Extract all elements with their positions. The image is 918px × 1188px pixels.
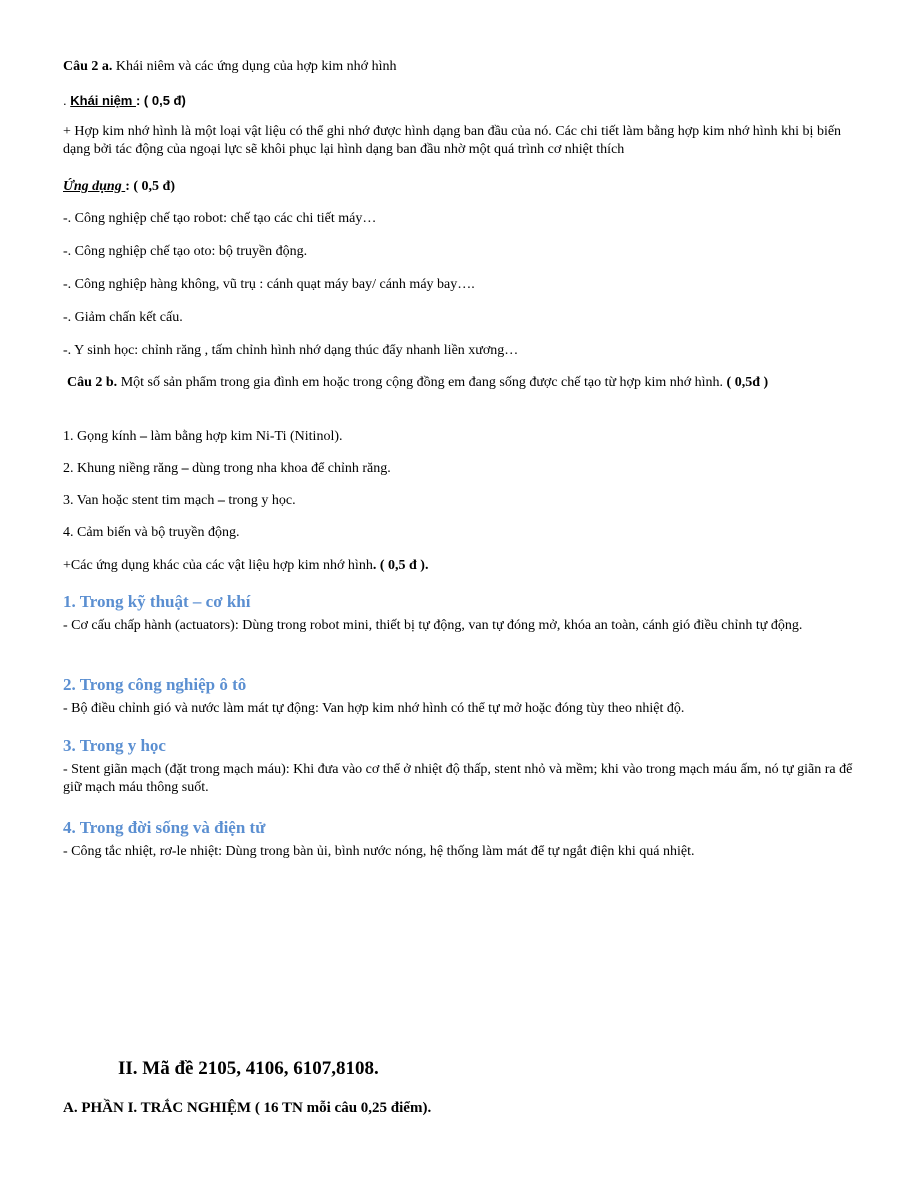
other-apps-score: . ( 0,5 đ ).	[372, 558, 429, 573]
q2b-item-desc: trong y học.	[224, 493, 296, 508]
q2b-text: Một số sản phẩm trong gia đình em hoặc trong cộng đồng em đang sống được chế tạo từ hợp kim nhớ hình.	[117, 375, 727, 390]
section-text: - Cơ cấu chấp hành (actuators): Dùng trong robot mini, thiết bị tự động, van tự đóng mở, khóa an toàn, cánh gió điều chỉnh tự động.	[63, 618, 803, 633]
q2b-item-name: 1. Gọng kính	[63, 429, 140, 444]
ung-dung-item: -. Y sinh học: chỉnh răng , tấm chỉnh hình nhớ dạng thúc đẩy nhanh liền xương…	[63, 343, 519, 358]
q2b-label: Câu 2 b.	[67, 375, 118, 390]
ung-dung-item: -. Giảm chấn kết cấu.	[63, 310, 183, 325]
section-heading: 3. Trong y học	[63, 736, 166, 755]
q2b-item-name: 3. Van hoặc stent tim mạch	[63, 493, 218, 508]
ung-dung-label: Ứng dụng	[63, 179, 126, 194]
q2b-item-dash: –	[140, 429, 147, 444]
khai-niem-heading	[63, 92, 186, 109]
part2-subtitle: A. PHẦN I. TRẮC NGHIỆM ( 16 TN mỗi câu 0,25 điểm).	[63, 1100, 432, 1116]
q2b-item	[63, 428, 343, 445]
q2a-text: Khái niêm và các ứng dụng của hợp kim nhớ hình	[112, 59, 397, 74]
q2b-item-name: 4. Cảm biến và bộ truyền động.	[63, 525, 240, 540]
ung-dung-item: -. Công nghiệp chế tạo robot: chế tạo các chi tiết máy…	[63, 211, 377, 226]
q2b-item-desc: làm bằng hợp kim Ni-Ti (Nitinol).	[147, 429, 343, 444]
q2b-item	[63, 492, 296, 509]
ung-dung-heading	[63, 178, 175, 195]
section-text: - Công tắc nhiệt, rơ-le nhiệt: Dùng trong bàn ủi, bình nước nóng, hệ thống làm mát để tự ngắt điện khi quá nhiệt.	[63, 844, 695, 859]
section-heading: 2. Trong công nghiệp ô tô	[63, 675, 247, 694]
section-text: - Bộ điều chỉnh gió và nước làm mát tự động: Van hợp kim nhớ hình có thể tự mở hoặc đóng tùy theo nhiệt độ.	[63, 701, 685, 716]
ung-dung-item: -. Công nghiệp chế tạo oto: bộ truyền động.	[63, 244, 308, 259]
q2b-item	[63, 524, 240, 541]
section-heading: 1. Trong kỹ thuật – cơ khí	[63, 592, 251, 611]
khai-niem-score: : ( 0,5 đ)	[135, 93, 186, 108]
part2-title: II. Mã đề 2105, 4106, 6107,8108.	[118, 1058, 379, 1079]
ung-dung-item: -. Công nghiệp hàng không, vũ trụ : cánh quạt máy bay/ cánh máy bay….	[63, 277, 475, 292]
khai-niem-prefix: .	[63, 93, 71, 108]
q2b-score: ( 0,5đ )	[726, 375, 769, 390]
q2a-label: Câu 2 a.	[63, 59, 113, 74]
q2b-item-dash: –	[217, 493, 225, 508]
section-heading: 4. Trong đời sống và điện tử	[63, 818, 266, 837]
q2b-item	[63, 460, 391, 477]
section-text: - Stent giãn mạch (đặt trong mạch máu): Khi đưa vào cơ thể ở nhiệt độ thấp, stent nhỏ và mềm; khi vào trong mạch máu ấm, nó tự giãn ra để giữ mạch máu thông suốt.	[63, 762, 853, 795]
khai-niem-label: Khái niệm	[70, 93, 136, 108]
q2b-item-desc: dùng trong nha khoa để chỉnh răng.	[188, 461, 391, 476]
q2b-heading	[67, 374, 867, 392]
q2a-heading	[63, 58, 396, 75]
khai-niem-text: + Hợp kim nhớ hình là một loại vật liệu có thể ghi nhớ được hình dạng ban đầu của nó. Các chi tiết làm bằng hợp kim nhớ hình khi bị biến dạng bởi tác động của ngoại lực sẽ khôi phục lại hình dạng ban đầu nhờ một quá trình cơ nhiệt thích	[63, 124, 842, 157]
ung-dung-score: : ( 0,5 đ)	[125, 179, 175, 194]
q2b-item-name: 2. Khung niềng răng	[63, 461, 182, 476]
other-apps-heading	[63, 557, 428, 574]
other-apps-text: +Các ứng dụng khác của các vật liệu hợp kim nhớ hình	[63, 558, 373, 573]
q2b-item-dash: –	[181, 461, 189, 476]
